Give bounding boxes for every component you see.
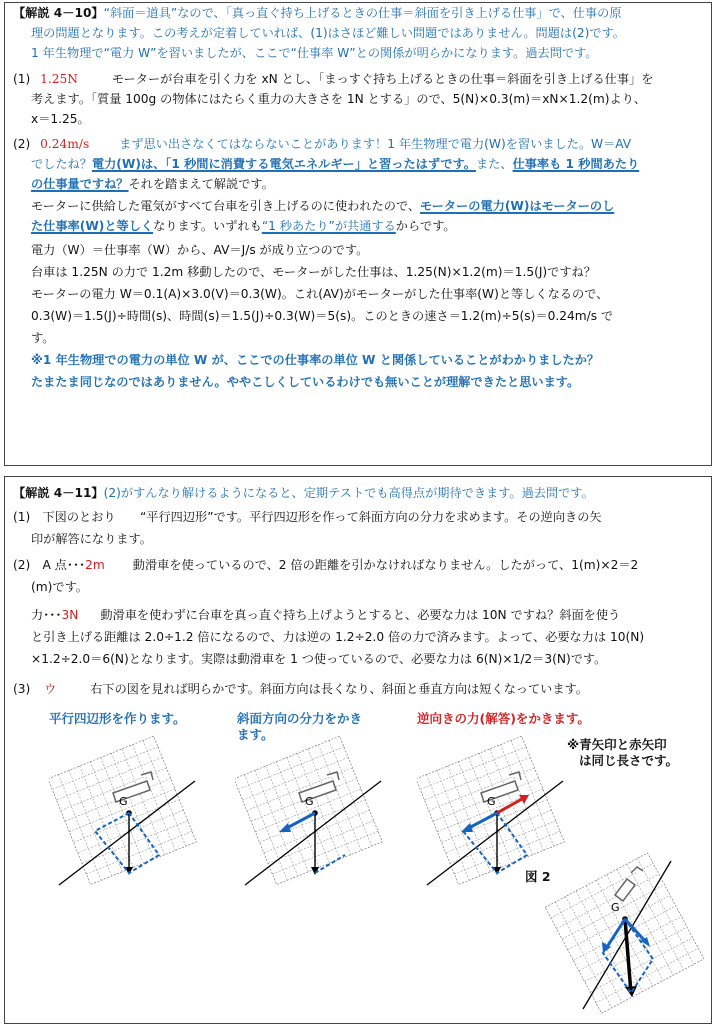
- g-label: G: [487, 795, 496, 808]
- g-label: G: [611, 901, 620, 914]
- diagram-parallelogram: [49, 735, 199, 895]
- q2-line-5: た仕事率(W)と等しくなります。いずれも“1 秒あたり”が共通するからです。: [31, 219, 456, 233]
- intro-line-3: 1 年生物理で“電力 W”を習いましたが、ここで“仕事率 W”との関係が明らかになります。過去問です。: [31, 46, 598, 60]
- caption-reverse-force: 逆向きの力(解答)をかきます。: [417, 711, 590, 726]
- note-arrows-1: ※青矢印と赤矢印: [567, 737, 667, 752]
- q2-4-11-line-5: ×1.2÷2.0＝6(N)となります。実際は動滑車を 1 つ使っているので、必要な力は 6(N)×1/2＝3(N)です。: [31, 652, 607, 666]
- q2-line-3: の仕事量ですね？それを踏まえて解説です。: [31, 177, 274, 191]
- parallelogram: [463, 813, 527, 873]
- note-arrows-2: は同じ長さです。: [579, 753, 679, 768]
- q2-line-6: 電力（W）＝仕事率（W）から、AV＝J/s が成り立つのです。: [31, 243, 369, 257]
- q2-answer: 0.24m/s: [40, 137, 90, 151]
- figure-2-label: 図 2: [525, 869, 551, 884]
- g-label: G: [119, 795, 128, 808]
- caption-parallelogram: 平行四辺形を作ります。: [49, 711, 186, 726]
- note-line-1: ※1 年生物理での電力の単位 W が、ここでの仕事率の単位 W と関係していることがわかりましたか？: [31, 353, 600, 367]
- component-arrow: [467, 813, 497, 829]
- grid: [417, 736, 564, 884]
- heading-4-11: 【解説 4－11】: [13, 486, 104, 500]
- q2-line-4: モーターに供給した電気がすべて台車を引き上げるのに使われたので、モーターの電力(W)はモーターのし: [31, 199, 615, 213]
- q2-line-1: (2) 0.24m/s まず思い出さなくてはならないことがあります！1 年生物理で電力(W)を習いました。W＝AV: [13, 137, 632, 151]
- caption-component-1: 斜面方向の分力をかき: [237, 711, 363, 726]
- grid-line: [627, 864, 683, 970]
- grid: [235, 736, 382, 884]
- q2-line-8: モーターの電力 W＝0.1(A)×3.0(V)＝0.3(W)。これ(AV)がモーターがした仕事率(W)と等しくなるので、: [31, 287, 609, 301]
- grid-line: [596, 948, 698, 1002]
- caption-component-2: ます。: [237, 727, 274, 742]
- q1-4-11-line-2: 印が解答になります。: [31, 532, 152, 546]
- q2-line-2: でしたね？電力(W)は、「1 秒間に消費する電気エネルギー」と習ったはずです。また、仕事率も 1 秒間あたり: [31, 157, 640, 171]
- q1-line-1: (1) 1.25N モーターが台車を引く力を xN とし、「まっすぐ持ち上げるときの仕事＝斜面を引き上げる仕事」を: [13, 72, 654, 86]
- explanation-4-11: [4, 476, 712, 1024]
- component-arrowhead: [461, 823, 473, 832]
- q3-4-11: (3) ウ 右下の図を見れば明らかです。斜面方向は長くなり、斜面と垂直方向は短くなっています。: [13, 682, 588, 696]
- component-arrowhead: [279, 823, 291, 832]
- g-label: G: [305, 795, 314, 808]
- cart: [615, 867, 643, 901]
- parallelogram: [95, 813, 159, 873]
- q2-answer-force: 3N: [61, 608, 79, 622]
- q1-4-11-line-1: (1) 下図のとおり “平行四辺形”です。平行四辺形を作って斜面方向の分力を求めます。その逆向きの矢: [13, 510, 602, 524]
- q2-4-11-line-2: (m)です。: [31, 580, 88, 594]
- q2-line-9: 0.3(W)＝1.5(J)÷時間(s)、時間(s)＝1.5(J)÷0.3(W)＝5(s)。このときの速さ＝1.2(m)÷5(s)＝0.24m/s で: [31, 309, 614, 323]
- q2-line-7: 台車は 1.25N の力で 1.2m 移動したので、モーターがした仕事は、1.25(N)×1.2(m)＝1.5(J)ですね？: [31, 265, 596, 279]
- intro-4-11: 【解説 4－11】(2)がすんなり解けるようになると、定期テストでも高得点が期待できます。過去問です。: [13, 486, 594, 500]
- q2-4-11-line-4: と引き上げる距離は 2.0÷1.2 倍になるので、力は逆の 1.2÷2.0 倍の力で済みます。よって、必要な力は 10(N): [31, 630, 645, 644]
- q3-answer: ウ: [44, 682, 57, 696]
- component-arrow: [285, 813, 315, 829]
- grid-line: [78, 810, 184, 853]
- q1-line-2: 考えます。「質量 100g の物体にはたらく重力の大きさを 1N とする」ので、5(N)×0.3(m)＝xN×1.2(m)より、: [31, 92, 647, 106]
- diagram-component: [235, 735, 385, 895]
- grid-line: [556, 874, 658, 928]
- q2-answer-a: 2m: [85, 558, 105, 572]
- explanation-4-10: [4, 2, 712, 466]
- q1-line-3: x＝1.25。: [31, 112, 90, 126]
- grid-line: [637, 858, 693, 964]
- q2-4-11-line-1: (2) A 点･･･2m 動滑車を使っているので、2 倍の距離を引かなければなりません。したがって、1(m)×2＝2: [13, 558, 639, 572]
- q1-answer: 1.25N: [40, 72, 78, 86]
- q2-4-11-line-3: 力･･･3N 動滑車を使わずに台車を真っ直ぐ持ち上げようとすると、必要な力は 10N ですね？斜面を使う: [31, 608, 621, 622]
- note-line-2: たまたま同じなのではありません。ややこしくしているわけでも無いことが理解できたと思います。: [31, 375, 580, 389]
- intro-line-1: 【解説 4－10】“斜面＝道具”なので、「真っ直ぐ持ち上げるときの仕事＝斜面を引き上げる仕事」で、仕事の原: [13, 6, 622, 20]
- heading-4-10: 【解説 4－10】: [13, 6, 104, 20]
- intro-line-2: 理の問題となります。この考えが定着していれば、(1)はさほど難しい問題ではありません。問題は(2)です。: [31, 26, 625, 40]
- grid: [49, 736, 196, 884]
- parallelogram-side: [315, 855, 345, 873]
- diagram-figure-2: [545, 849, 705, 1019]
- q2-line-10: す。: [31, 331, 55, 345]
